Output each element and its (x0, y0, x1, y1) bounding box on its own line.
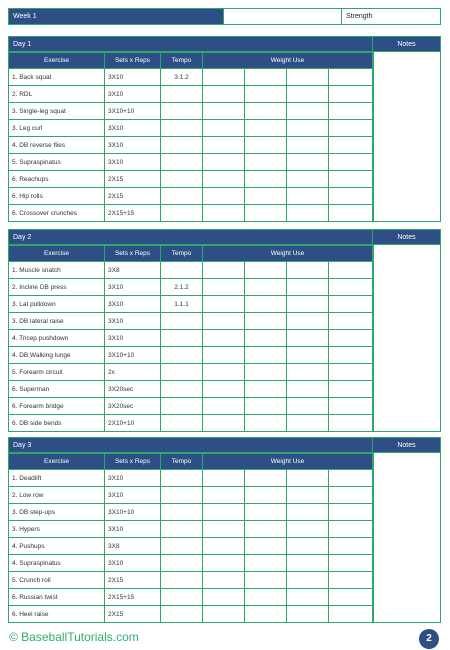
weight-cell[interactable] (203, 381, 245, 398)
sets-reps-cell: 2X15 (105, 606, 161, 623)
tempo-cell (161, 171, 203, 188)
sets-reps-cell: 3X10 (105, 137, 161, 154)
weight-cell[interactable] (287, 137, 329, 154)
notes-area[interactable] (373, 245, 441, 432)
tempo-cell (161, 137, 203, 154)
table-row (9, 572, 373, 589)
tempo-cell (161, 555, 203, 572)
sets-reps-cell: 3X10+10 (105, 347, 161, 364)
exercise-cell: 4. DB reverse flies (9, 137, 105, 154)
weight-cell[interactable] (287, 364, 329, 381)
table-row (9, 398, 373, 415)
sets-reps-cell: 3X10+10 (105, 103, 161, 120)
weight-cell[interactable] (203, 69, 245, 86)
notes-area[interactable] (373, 52, 441, 222)
footer-brand[interactable]: © BaseballTutorials.com (9, 630, 139, 644)
table-row (9, 415, 373, 432)
exercise-cell: 1. Deadlift (9, 470, 105, 487)
table-header-row (9, 454, 373, 470)
weight-cell[interactable] (245, 555, 287, 572)
day-body (8, 52, 441, 222)
weight-cell[interactable] (329, 330, 373, 347)
exercise-cell: 3. Single-leg squat (9, 103, 105, 120)
weight-cell[interactable] (287, 487, 329, 504)
weight-cell[interactable] (245, 86, 287, 103)
table-row (9, 347, 373, 364)
tempo-cell (161, 606, 203, 623)
table-row (9, 137, 373, 154)
table-row (9, 538, 373, 555)
weight-cell[interactable] (329, 279, 373, 296)
weight-cell[interactable] (203, 398, 245, 415)
weight-cell[interactable] (329, 364, 373, 381)
weight-cell[interactable] (245, 103, 287, 120)
weight-cell[interactable] (203, 330, 245, 347)
weight-cell[interactable] (287, 572, 329, 589)
weight-cell[interactable] (245, 137, 287, 154)
tempo-cell (161, 589, 203, 606)
sets-reps-cell: 3X10 (105, 69, 161, 86)
weight-cell[interactable] (203, 279, 245, 296)
weight-cell[interactable] (287, 171, 329, 188)
weight-cell[interactable] (287, 521, 329, 538)
sets-reps-cell: 3X8 (105, 262, 161, 279)
exercise-cell: 2. Incline DB press (9, 279, 105, 296)
weight-cell[interactable] (287, 398, 329, 415)
exercise-cell: 6. Superman (9, 381, 105, 398)
weight-cell[interactable] (329, 415, 373, 432)
col-header-tempo: Tempo (161, 454, 203, 470)
day-body (8, 453, 441, 623)
weight-cell[interactable] (287, 381, 329, 398)
notes-header: Notes (372, 437, 441, 453)
tempo-cell (161, 330, 203, 347)
weight-cell[interactable] (329, 154, 373, 171)
weight-cell[interactable] (245, 589, 287, 606)
weight-cell[interactable] (287, 606, 329, 623)
tempo-cell (161, 262, 203, 279)
weight-cell[interactable] (245, 398, 287, 415)
table-row (9, 171, 373, 188)
weight-cell[interactable] (245, 364, 287, 381)
col-header-exercise: Exercise (9, 246, 105, 262)
weight-cell[interactable] (203, 137, 245, 154)
tempo-cell (161, 381, 203, 398)
exercise-cell: 3. DB lateral raise (9, 313, 105, 330)
weight-cell[interactable] (203, 188, 245, 205)
table-row (9, 364, 373, 381)
weight-cell[interactable] (245, 470, 287, 487)
day-header (8, 437, 441, 453)
weight-cell[interactable] (329, 205, 373, 222)
weight-cell[interactable] (287, 470, 329, 487)
week-label: Week 1 (9, 9, 223, 24)
weight-cell[interactable] (203, 347, 245, 364)
weight-cell[interactable] (245, 188, 287, 205)
weight-cell[interactable] (287, 313, 329, 330)
weight-cell[interactable] (203, 538, 245, 555)
table-row (9, 69, 373, 86)
sets-reps-cell: 3X10 (105, 154, 161, 171)
weight-cell[interactable] (287, 538, 329, 555)
day-section (8, 437, 441, 623)
tempo-cell (161, 521, 203, 538)
weight-cell[interactable] (245, 572, 287, 589)
col-header-weight-use: Weight Use (203, 53, 373, 69)
weight-cell[interactable] (287, 154, 329, 171)
weight-cell[interactable] (203, 205, 245, 222)
tempo-cell (161, 487, 203, 504)
weight-cell[interactable] (329, 538, 373, 555)
col-header-tempo: Tempo (161, 53, 203, 69)
weight-cell[interactable] (329, 589, 373, 606)
week-header-bar (8, 8, 441, 25)
weight-cell[interactable] (329, 69, 373, 86)
table-row (9, 381, 373, 398)
exercise-cell: 3. Hypers (9, 521, 105, 538)
exercise-cell: 6. Heel raise (9, 606, 105, 623)
sets-reps-cell: 2X15 (105, 171, 161, 188)
sets-reps-cell: 3X10 (105, 279, 161, 296)
weight-cell[interactable] (245, 330, 287, 347)
sets-reps-cell: 3X10 (105, 487, 161, 504)
weight-cell[interactable] (287, 555, 329, 572)
tempo-cell (161, 415, 203, 432)
weight-cell[interactable] (287, 188, 329, 205)
weight-cell[interactable] (329, 171, 373, 188)
exercise-cell: 6. Reachups (9, 171, 105, 188)
day-section (8, 229, 441, 432)
table-header-row (9, 53, 373, 69)
weight-cell[interactable] (329, 347, 373, 364)
exercise-cell: 3. Lat pulldown (9, 296, 105, 313)
weight-cell[interactable] (287, 262, 329, 279)
weight-cell[interactable] (203, 555, 245, 572)
tempo-cell: 1.1.1 (161, 296, 203, 313)
weight-cell[interactable] (245, 120, 287, 137)
sets-reps-cell: 3X10 (105, 86, 161, 103)
weight-cell[interactable] (287, 415, 329, 432)
notes-header: Notes (372, 229, 441, 245)
sets-reps-cell: 3X10 (105, 470, 161, 487)
weight-cell[interactable] (329, 381, 373, 398)
exercise-cell: 2. RDL (9, 86, 105, 103)
tempo-cell (161, 313, 203, 330)
weight-cell[interactable] (245, 205, 287, 222)
sets-reps-cell: 3X8 (105, 538, 161, 555)
weight-cell[interactable] (245, 415, 287, 432)
col-header-sets-reps: Sets x Reps (105, 53, 161, 69)
sets-reps-cell: 3X20sec (105, 398, 161, 415)
weight-cell[interactable] (329, 137, 373, 154)
exercise-table (8, 245, 373, 432)
weight-cell[interactable] (287, 296, 329, 313)
weight-cell[interactable] (203, 364, 245, 381)
weight-cell[interactable] (329, 487, 373, 504)
weight-cell[interactable] (245, 538, 287, 555)
weight-cell[interactable] (329, 188, 373, 205)
weight-cell[interactable] (329, 398, 373, 415)
exercise-cell: 4. Supraspinatus (9, 555, 105, 572)
day-body (8, 245, 441, 432)
tempo-cell (161, 364, 203, 381)
table-row (9, 262, 373, 279)
program-label: Strength (341, 9, 440, 24)
weight-cell[interactable] (245, 347, 287, 364)
sets-reps-cell: 3X20sec (105, 381, 161, 398)
exercise-cell: 5. Forearm circuit (9, 364, 105, 381)
weight-cell[interactable] (329, 313, 373, 330)
exercise-cell: 6. Forearm bridge (9, 398, 105, 415)
tempo-cell (161, 103, 203, 120)
table-row (9, 86, 373, 103)
weight-cell[interactable] (203, 262, 245, 279)
weight-cell[interactable] (203, 103, 245, 120)
tempo-cell (161, 572, 203, 589)
table-row (9, 188, 373, 205)
weight-cell[interactable] (287, 120, 329, 137)
weight-cell[interactable] (245, 296, 287, 313)
exercise-cell: 4. Tricep pushdown (9, 330, 105, 347)
weight-cell[interactable] (329, 521, 373, 538)
sets-reps-cell: 3X10 (105, 521, 161, 538)
weight-cell[interactable] (329, 572, 373, 589)
tempo-cell (161, 538, 203, 555)
weight-cell[interactable] (329, 86, 373, 103)
weight-cell[interactable] (203, 313, 245, 330)
tempo-cell (161, 504, 203, 521)
day-title: Day 1 (8, 36, 372, 52)
exercise-table (8, 52, 373, 222)
sets-reps-cell: 3X10 (105, 120, 161, 137)
table-row (9, 103, 373, 120)
weight-cell[interactable] (203, 154, 245, 171)
day-header (8, 229, 441, 245)
tempo-cell (161, 347, 203, 364)
exercise-cell: 4. Pushups (9, 538, 105, 555)
exercise-cell: 1. Muscle snatch (9, 262, 105, 279)
tempo-cell (161, 205, 203, 222)
col-header-exercise: Exercise (9, 53, 105, 69)
day-title: Day 3 (8, 437, 372, 453)
weight-cell[interactable] (329, 470, 373, 487)
table-row (9, 120, 373, 137)
weight-cell[interactable] (245, 154, 287, 171)
weight-cell[interactable] (203, 120, 245, 137)
sets-reps-cell: 2X15+15 (105, 205, 161, 222)
weight-cell[interactable] (287, 69, 329, 86)
tempo-cell (161, 120, 203, 137)
exercise-cell: 5. Crunch roll (9, 572, 105, 589)
notes-header: Notes (372, 36, 441, 52)
sets-reps-cell: 3X10 (105, 296, 161, 313)
sets-reps-cell: 3X10+10 (105, 504, 161, 521)
exercise-table (8, 453, 373, 623)
col-header-exercise: Exercise (9, 454, 105, 470)
sets-reps-cell: 3X10 (105, 555, 161, 572)
table-row (9, 154, 373, 171)
exercise-cell: 6. Hip rolls (9, 188, 105, 205)
tempo-cell (161, 470, 203, 487)
exercise-cell: 1. Back squat (9, 69, 105, 86)
page-number-badge: 2 (419, 629, 439, 649)
col-header-weight-use: Weight Use (203, 454, 373, 470)
table-header-row (9, 246, 373, 262)
table-row (9, 330, 373, 347)
weight-cell[interactable] (245, 69, 287, 86)
table-row (9, 487, 373, 504)
weight-cell[interactable] (203, 589, 245, 606)
weight-cell[interactable] (329, 555, 373, 572)
weight-cell[interactable] (203, 415, 245, 432)
exercise-cell: 3. DB step-ups (9, 504, 105, 521)
table-row (9, 521, 373, 538)
col-header-tempo: Tempo (161, 246, 203, 262)
day-header (8, 36, 441, 52)
weight-cell[interactable] (203, 606, 245, 623)
table-row (9, 555, 373, 572)
tempo-cell: 2.1.2 (161, 279, 203, 296)
exercise-cell: 2. Low row (9, 487, 105, 504)
weight-cell[interactable] (203, 572, 245, 589)
notes-area[interactable] (373, 453, 441, 623)
table-row (9, 504, 373, 521)
weight-cell[interactable] (245, 381, 287, 398)
weight-cell[interactable] (245, 521, 287, 538)
weight-cell[interactable] (287, 86, 329, 103)
weight-cell[interactable] (329, 504, 373, 521)
table-row (9, 279, 373, 296)
weight-cell[interactable] (329, 296, 373, 313)
tempo-cell (161, 86, 203, 103)
table-row (9, 589, 373, 606)
weight-cell[interactable] (245, 606, 287, 623)
sets-reps-cell: 2X15 (105, 188, 161, 205)
weight-cell[interactable] (287, 103, 329, 120)
weight-cell[interactable] (287, 279, 329, 296)
tempo-cell (161, 188, 203, 205)
exercise-cell: 6. Russian twist (9, 589, 105, 606)
sets-reps-cell: 2X10+10 (105, 415, 161, 432)
weight-cell[interactable] (245, 279, 287, 296)
col-header-sets-reps: Sets x Reps (105, 246, 161, 262)
exercise-cell: 6. Crossover crunches (9, 205, 105, 222)
weight-cell[interactable] (203, 86, 245, 103)
exercise-cell: 4. DB Walking lunge (9, 347, 105, 364)
weight-cell[interactable] (203, 521, 245, 538)
col-header-weight-use: Weight Use (203, 246, 373, 262)
weight-cell[interactable] (287, 330, 329, 347)
sets-reps-cell: 2X15+15 (105, 589, 161, 606)
table-row (9, 205, 373, 222)
weight-cell[interactable] (245, 262, 287, 279)
weight-cell[interactable] (287, 589, 329, 606)
week-blank-cell[interactable] (223, 9, 341, 24)
day-section (8, 36, 441, 222)
weight-cell[interactable] (245, 313, 287, 330)
tempo-cell: 3.1.2 (161, 69, 203, 86)
exercise-cell: 5. Supraspinatus (9, 154, 105, 171)
tempo-cell (161, 398, 203, 415)
exercise-cell: 6. DB side bends (9, 415, 105, 432)
weight-cell[interactable] (203, 296, 245, 313)
sets-reps-cell: 2x (105, 364, 161, 381)
weight-cell[interactable] (329, 103, 373, 120)
weight-cell[interactable] (245, 171, 287, 188)
weight-cell[interactable] (203, 504, 245, 521)
sets-reps-cell: 2X15 (105, 572, 161, 589)
weight-cell[interactable] (287, 504, 329, 521)
weight-cell[interactable] (287, 347, 329, 364)
weight-cell[interactable] (203, 470, 245, 487)
sets-reps-cell: 3X10 (105, 313, 161, 330)
weight-cell[interactable] (329, 120, 373, 137)
sets-reps-cell: 3X10 (105, 330, 161, 347)
weight-cell[interactable] (203, 171, 245, 188)
weight-cell[interactable] (329, 606, 373, 623)
table-row (9, 470, 373, 487)
weight-cell[interactable] (245, 504, 287, 521)
weight-cell[interactable] (203, 487, 245, 504)
weight-cell[interactable] (287, 205, 329, 222)
table-row (9, 296, 373, 313)
table-row (9, 313, 373, 330)
day-title: Day 2 (8, 229, 372, 245)
tempo-cell (161, 154, 203, 171)
exercise-cell: 3. Leg curl (9, 120, 105, 137)
col-header-sets-reps: Sets x Reps (105, 454, 161, 470)
table-row (9, 606, 373, 623)
weight-cell[interactable] (245, 487, 287, 504)
weight-cell[interactable] (329, 262, 373, 279)
